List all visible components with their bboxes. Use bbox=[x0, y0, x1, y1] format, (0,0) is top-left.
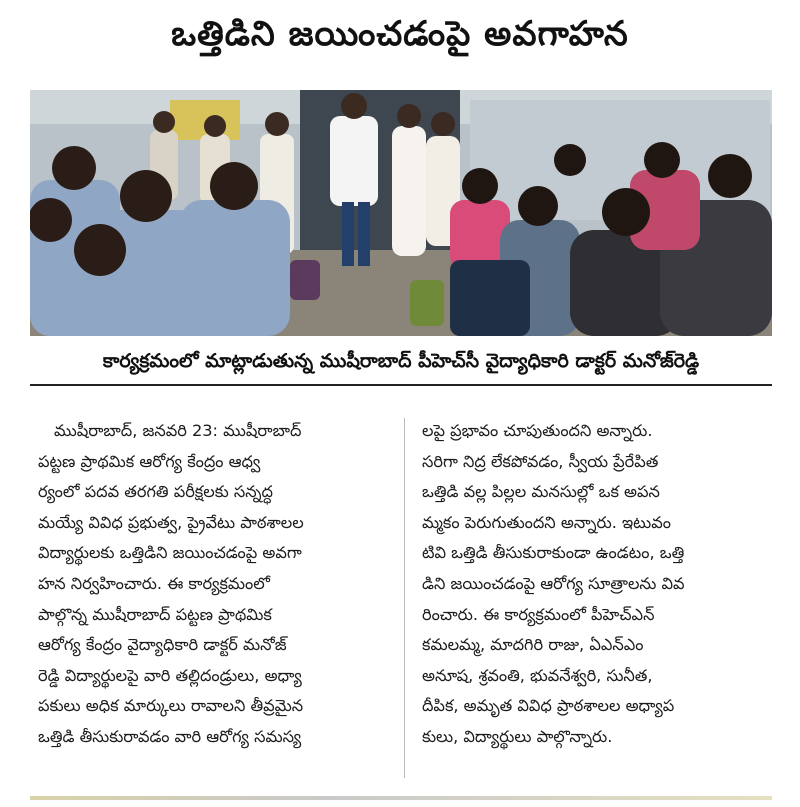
article-column-left bbox=[38, 416, 394, 786]
article-line: కమలమ్మ, మాదగిరి రాజు, ఏఎన్ఎం bbox=[422, 635, 644, 655]
headline: ఒత్తిడిని జయించడంపై అవగాహన bbox=[171, 14, 629, 54]
article-line: టివి ఒత్తిడి తీసుకురాకుండా ఉండటం, ఒత్తి bbox=[422, 543, 685, 563]
article-line: విద్యార్థులకు ఒత్తిడిని జయించడంపై అవగా bbox=[38, 543, 302, 563]
photo-caption: కార్యక్రమంలో మాట్లాడుతున్న ముషీరాబాద్ పీహెచ్‌సీ వైద్యాధికారి డాక్టర్ మనోజ్‌రెడ్డి bbox=[30, 342, 772, 386]
article-line: ఒత్తిడి తీసుకురావడం వారి ఆరోగ్య సమస్య bbox=[38, 726, 302, 746]
bottom-rule bbox=[30, 796, 772, 800]
article-line: మయ్యే వివిధ ప్రభుత్వ, ప్రైవేటు పాఠశాలల bbox=[38, 512, 304, 532]
article-line: అనూష, శ్రవంతి, భువనేశ్వరి, సునీత, bbox=[422, 665, 653, 685]
article-column-right bbox=[422, 416, 778, 786]
article-line: పట్టణ ప్రాథమిక ఆరోగ్య కేంద్రం ఆధ్వ bbox=[38, 451, 261, 471]
article-line: ఆరోగ్య కేంద్రం వైద్యాధికారి డాక్టర్ మనోజ్ bbox=[38, 635, 287, 655]
article-line: డిని జయించడంపై ఆరోగ్య సూత్రాలను వివ bbox=[422, 573, 685, 593]
article-line: కులు, విద్యార్థులు పాల్గొన్నారు. bbox=[422, 726, 613, 746]
article-line: రెడ్డి విద్యార్థులపై వారి తల్లిదండ్రులు, అధ్యా bbox=[38, 665, 302, 685]
article-line: ర్యంలో పదవ తరగతి పరీక్షలకు సన్నద్ధ bbox=[38, 482, 273, 502]
article-line: దీపిక, అమృత వివిధ ప్రాఠశాలల అధ్యాప bbox=[422, 696, 675, 716]
article-line: సరిగా నిద్ర లేకపోవడం, స్వీయ ప్రేరేపిత bbox=[422, 451, 659, 471]
article-line: ఒత్తిడి వల్ల పిల్లల మనసుల్లో ఒక అపన bbox=[422, 482, 660, 502]
classroom-photo-illustration bbox=[30, 90, 772, 336]
article-line: పాల్గొన్న ముషీరాబాద్ పట్టణ ప్రాథమిక bbox=[38, 604, 272, 624]
article-line: మ్మకం పెరుగుతుందని అన్నారు. ఇటువం bbox=[422, 512, 671, 532]
article-line: లపై ప్రభావం చూపుతుందని అన్నారు. bbox=[422, 421, 653, 440]
article-line: హన నిర్వహించారు. ఈ కార్యక్రమంలో bbox=[38, 573, 270, 593]
article-body bbox=[38, 416, 778, 786]
article-line: ముషీరాబాద్, జనవరి 23: ముషీరాబాద్ bbox=[54, 421, 302, 440]
article-line: పకులు అధిక మార్కులు రావాలని తీవ్రమైన bbox=[38, 696, 304, 716]
news-photo bbox=[30, 90, 772, 336]
article-line: రించారు. ఈ కార్యక్రమంలో పీహెచ్‌ఎన్ bbox=[422, 604, 655, 624]
